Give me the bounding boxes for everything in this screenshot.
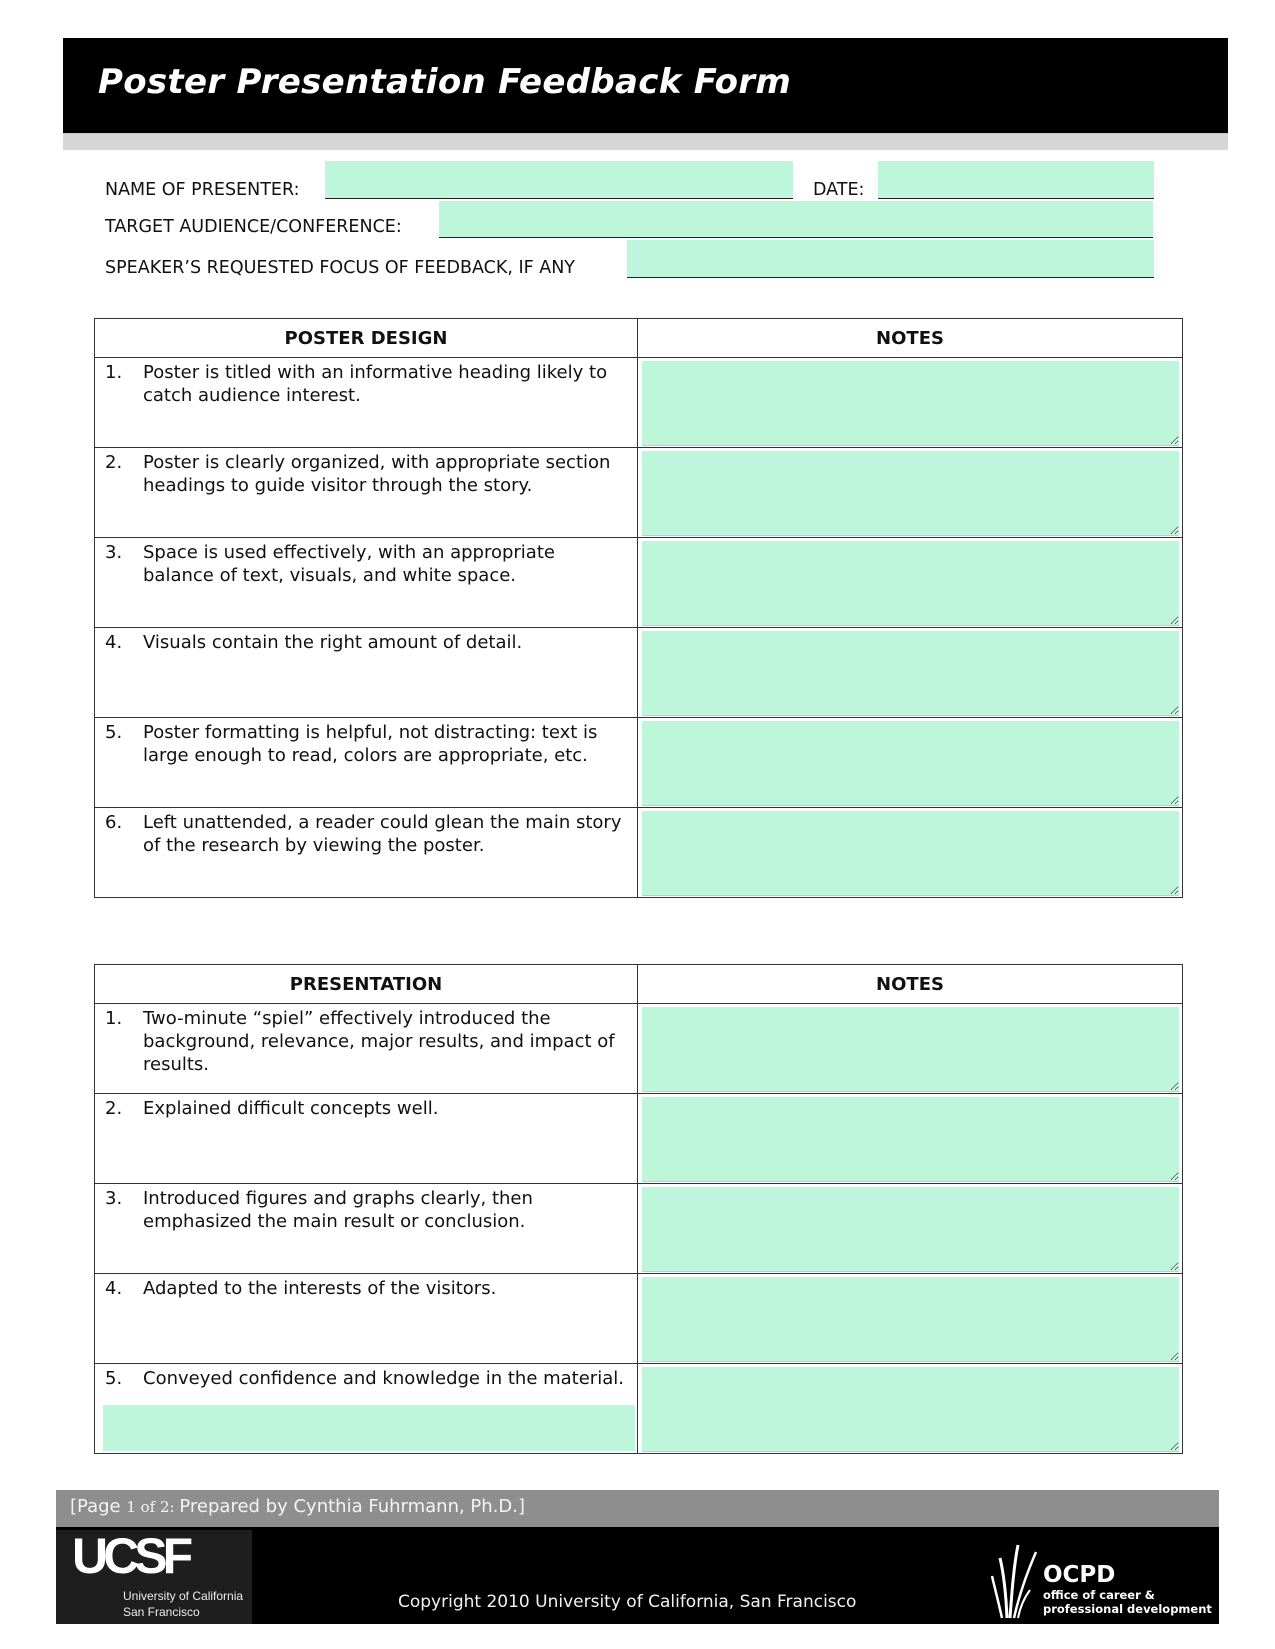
table-row (95, 808, 1183, 898)
focus-of-feedback-field[interactable] (627, 240, 1154, 278)
notes-cell (638, 358, 1183, 448)
item-number: 4. (105, 632, 123, 653)
table-row (95, 1364, 1183, 1454)
item-number: 4. (105, 1278, 123, 1299)
criterion-text: Space is used effectively, with an appropriate balance of text, visuals, and white space. (143, 542, 555, 586)
table-row (95, 448, 1183, 538)
notes-cell (638, 448, 1183, 538)
presentation-header: PRESENTATION (95, 965, 638, 1004)
notes-cell (638, 1094, 1183, 1184)
ucsf-name (123, 1588, 243, 1620)
criterion-text: Poster formatting is helpful, not distracting: text is large enough to read, colors are appropriate, etc. (143, 722, 598, 766)
prepared-by: Prepared by Cynthia Fuhrmann, Ph.D.] (179, 1496, 526, 1517)
criterion-cell (95, 1094, 638, 1184)
target-audience-field[interactable] (439, 201, 1153, 238)
notes-field[interactable] (642, 1097, 1179, 1182)
criterion-text: Conveyed confidence and knowledge in the material. (143, 1368, 624, 1389)
notes-cell (638, 1274, 1183, 1364)
notes-cell (638, 1004, 1183, 1094)
criterion-cell (95, 448, 638, 538)
notes-field[interactable] (642, 631, 1179, 716)
target-audience-label: TARGET AUDIENCE/CONFERENCE: (105, 217, 402, 237)
page-title: Poster Presentation Feedback Form (98, 62, 792, 102)
ocpd-grass-logo-icon (990, 1540, 1040, 1620)
item-number: 5. (105, 1368, 123, 1389)
table-row (95, 1184, 1183, 1274)
notes-field[interactable] (642, 1367, 1179, 1452)
date-label: DATE: (813, 180, 865, 200)
page-current: 1 (126, 1498, 136, 1516)
ucsf-line-1: University of California (123, 1589, 244, 1603)
criterion-cell (95, 808, 638, 898)
notes-cell (638, 718, 1183, 808)
criterion-cell (95, 1274, 638, 1364)
ucsf-logo: UCSF (72, 1528, 189, 1584)
criterion-text: Introduced figures and graphs clearly, then emphasized the main result or conclusion. (143, 1188, 533, 1232)
name-of-presenter-label: NAME OF PRESENTER: (105, 180, 300, 200)
footer-page-info (70, 1496, 525, 1517)
ocpd-subtitle (1043, 1588, 1212, 1616)
criterion-cell (95, 358, 638, 448)
table-row (95, 538, 1183, 628)
table-row (95, 1094, 1183, 1184)
notes-cell (638, 628, 1183, 718)
page-total: 2 (160, 1498, 170, 1516)
criterion-cell (95, 718, 638, 808)
criterion-cell (95, 1364, 638, 1454)
notes-header: NOTES (638, 319, 1183, 358)
copyright-text: Copyright 2010 University of California, San Francisco (398, 1592, 857, 1612)
criterion-cell (95, 628, 638, 718)
notes-field[interactable] (642, 361, 1179, 446)
criterion-text: Two-minute “spiel” effectively introduced the background, relevance, major results, and impact of results. (143, 1008, 615, 1075)
notes-cell (638, 808, 1183, 898)
criterion-text: Visuals contain the right amount of detail. (143, 632, 523, 653)
page-of: of (135, 1498, 160, 1516)
notes-field[interactable] (642, 541, 1179, 626)
table-row (95, 718, 1183, 808)
item-number: 2. (105, 452, 123, 473)
table-row (95, 1274, 1183, 1364)
item-number: 5. (105, 722, 123, 743)
notes-field[interactable] (642, 451, 1179, 536)
item-number: 2. (105, 1098, 123, 1119)
item-number: 3. (105, 1188, 123, 1209)
criterion-cell (95, 1184, 638, 1274)
poster-design-table (94, 318, 1183, 898)
criterion-text: Left unattended, a reader could glean the main story of the research by viewing the poster. (143, 812, 622, 856)
ocpd-title: OCPD (1043, 1562, 1116, 1588)
table-row (95, 358, 1183, 448)
notes-field[interactable] (642, 1187, 1179, 1272)
table-header-row (95, 965, 1183, 1004)
item-number: 1. (105, 362, 123, 383)
extra-input-field[interactable] (103, 1405, 635, 1451)
table-row (95, 628, 1183, 718)
poster-design-header: POSTER DESIGN (95, 319, 638, 358)
criterion-text: Poster is clearly organized, with appropriate section headings to guide visitor through the story. (143, 452, 611, 496)
date-field[interactable] (878, 161, 1154, 199)
ocpd-line-1: office of career & (1043, 1588, 1155, 1602)
notes-cell (638, 1364, 1183, 1454)
notes-field[interactable] (642, 1007, 1179, 1092)
table-row (95, 1004, 1183, 1094)
page-separator: : (169, 1498, 180, 1516)
criterion-text: Adapted to the interests of the visitors. (143, 1278, 497, 1299)
notes-field[interactable] (642, 811, 1179, 896)
criterion-cell (95, 538, 638, 628)
page-prefix: [Page (70, 1496, 127, 1517)
item-number: 6. (105, 812, 123, 833)
criterion-cell (95, 1004, 638, 1094)
notes-cell (638, 1184, 1183, 1274)
notes-header: NOTES (638, 965, 1183, 1004)
notes-field[interactable] (642, 721, 1179, 806)
focus-of-feedback-label: SPEAKER’S REQUESTED FOCUS OF FEEDBACK, IF ANY (105, 258, 575, 278)
table-header-row (95, 319, 1183, 358)
ucsf-line-2: San Francisco (123, 1605, 200, 1619)
presentation-table (94, 964, 1183, 1454)
name-of-presenter-field[interactable] (325, 161, 793, 199)
criterion-text: Explained difficult concepts well. (143, 1098, 439, 1119)
notes-field[interactable] (642, 1277, 1179, 1362)
item-number: 1. (105, 1008, 123, 1029)
item-number: 3. (105, 542, 123, 563)
ocpd-line-2: professional development (1043, 1602, 1212, 1616)
notes-cell (638, 538, 1183, 628)
header-divider-strip (63, 133, 1228, 150)
criterion-text: Poster is titled with an informative heading likely to catch audience interest. (143, 362, 608, 406)
